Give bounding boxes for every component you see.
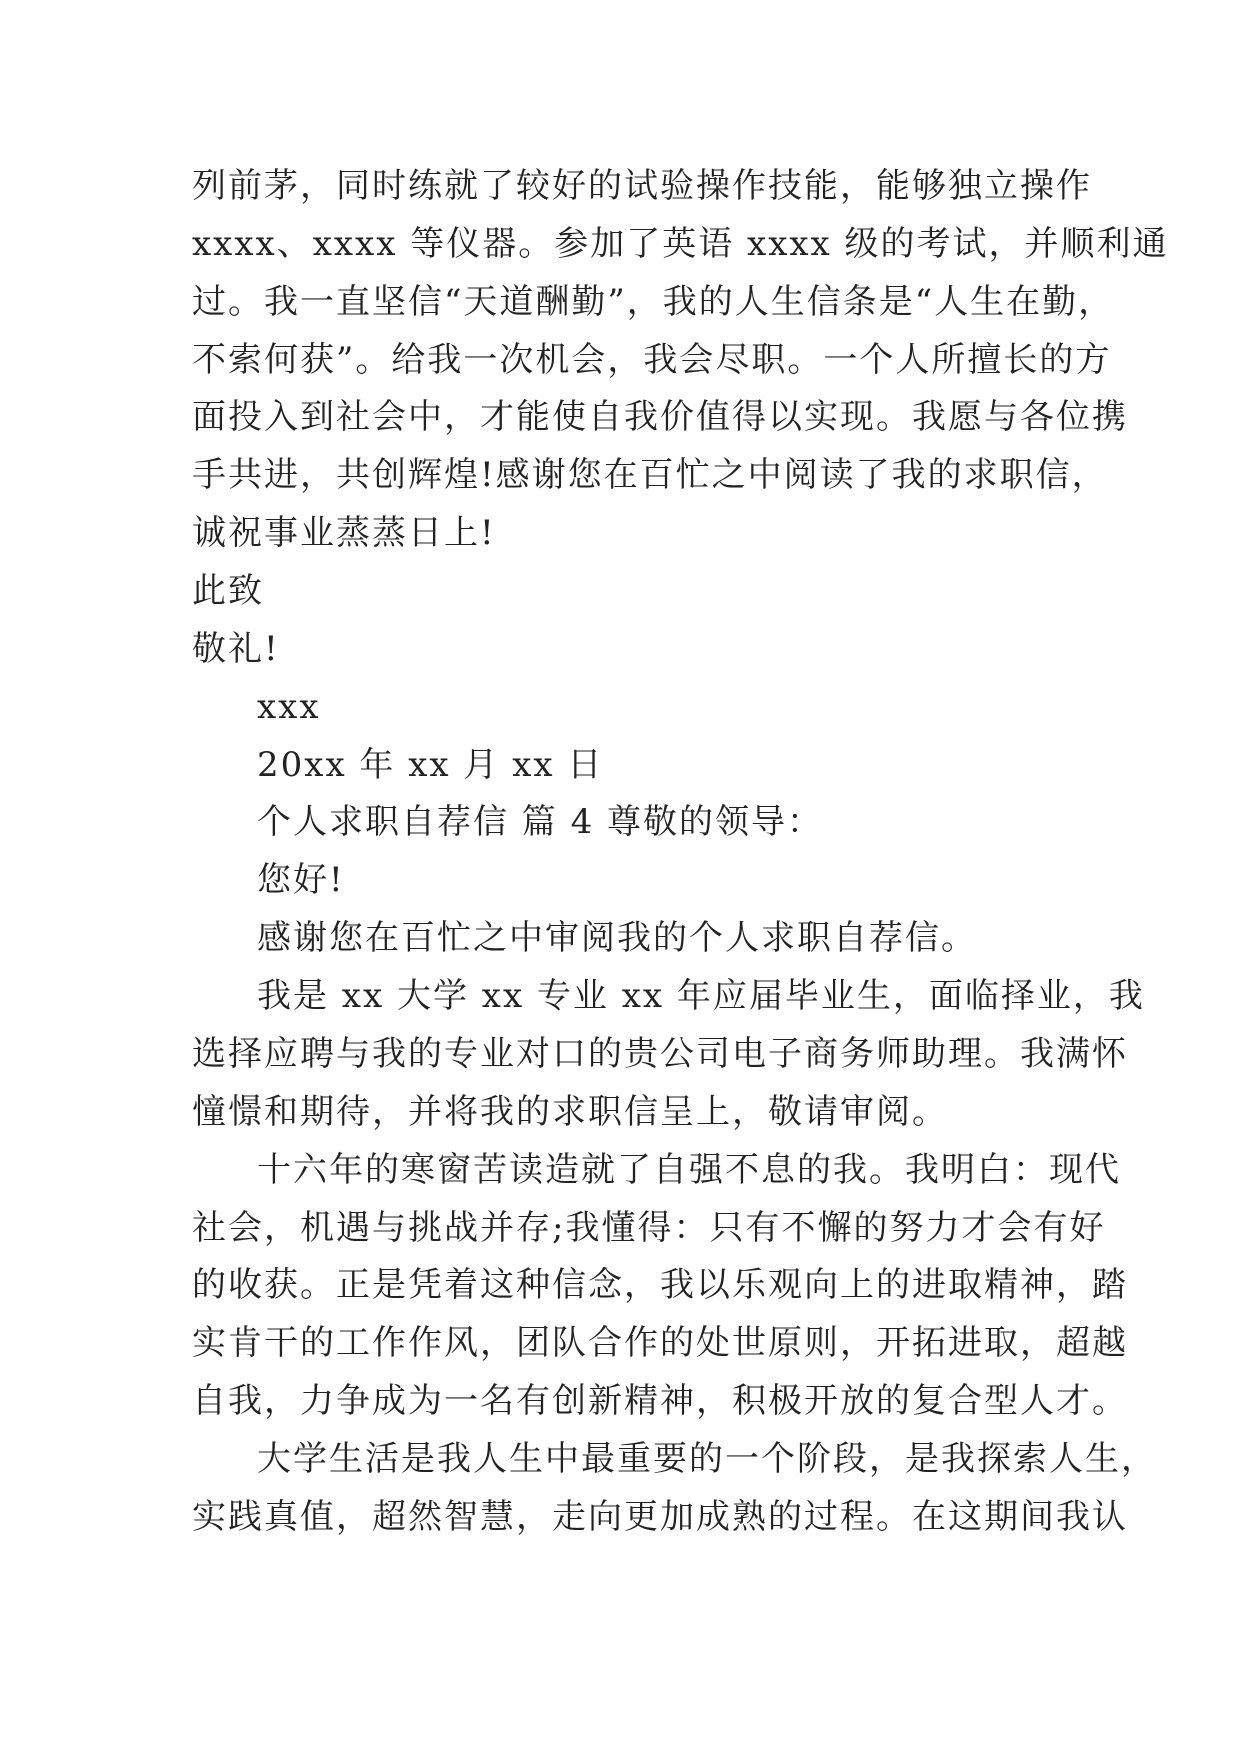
- text-line: 的收获。正是凭着这种信念，我以乐观向上的进取精神，踏: [192, 1265, 1128, 1305]
- text-line: 选择应聘与我的专业对口的贵公司电子商务师助理。我满怀: [192, 1034, 1128, 1074]
- greeting-line: 您好!: [257, 860, 345, 900]
- text-line: 自我，力争成为一名有创新精神，积极开放的复合型人才。: [192, 1381, 1128, 1421]
- salutation-line: 此致: [192, 571, 264, 611]
- text-line: 实肯干的工作作风，团队合作的处世原则，开拓进取，超越: [192, 1323, 1128, 1363]
- text-line: 社会，机遇与挑战并存;我懂得：只有不懈的努力才会有好: [192, 1208, 1106, 1248]
- salutation-line: 敬礼!: [192, 629, 280, 669]
- signature-name: xxx: [257, 687, 321, 727]
- text-line: 十六年的寒窗苦读造就了自强不息的我。我明白：现代: [257, 1150, 1121, 1190]
- text-line: 面投入到社会中，才能使自我价值得以实现。我愿与各位携: [192, 397, 1128, 437]
- text-line: 憧憬和期待，并将我的求职信呈上，敬请审阅。: [192, 1092, 948, 1132]
- text-line: 感谢您在百忙之中审阅我的个人求职自荐信。: [257, 918, 977, 958]
- text-line: 诚祝事业蒸蒸日上!: [192, 513, 496, 553]
- text-line: 过。我一直坚信“天道酬勤”，我的人生信条是“人生在勤，: [192, 282, 1115, 322]
- text-line: 手共进，共创辉煌!感谢您在百忙之中阅读了我的求职信，: [192, 455, 1108, 495]
- text-line: 大学生活是我人生中最重要的一个阶段，是我探索人生，: [257, 1439, 1157, 1479]
- text-line: 不索何获”。给我一次机会，我会尽职。一个人所擅长的方: [192, 340, 1112, 380]
- section-heading: 个人求职自荐信 篇 4 尊敬的领导：: [257, 802, 824, 842]
- text-line: 我是 xx 大学 xx 专业 xx 年应届毕业生，面临择业，我: [257, 976, 1145, 1016]
- text-line: xxxx、xxxx 等仪器。参加了英语 xxxx 级的考试，并顺利通: [192, 224, 1169, 264]
- signature-date: 20xx 年 xx 月 xx 日: [257, 745, 604, 785]
- text-line: 列前茅，同时练就了较好的试验操作技能，能够独立操作: [192, 166, 1092, 206]
- text-line: 实践真值，超然智慧，走向更加成熟的过程。在这期间我认: [192, 1497, 1128, 1537]
